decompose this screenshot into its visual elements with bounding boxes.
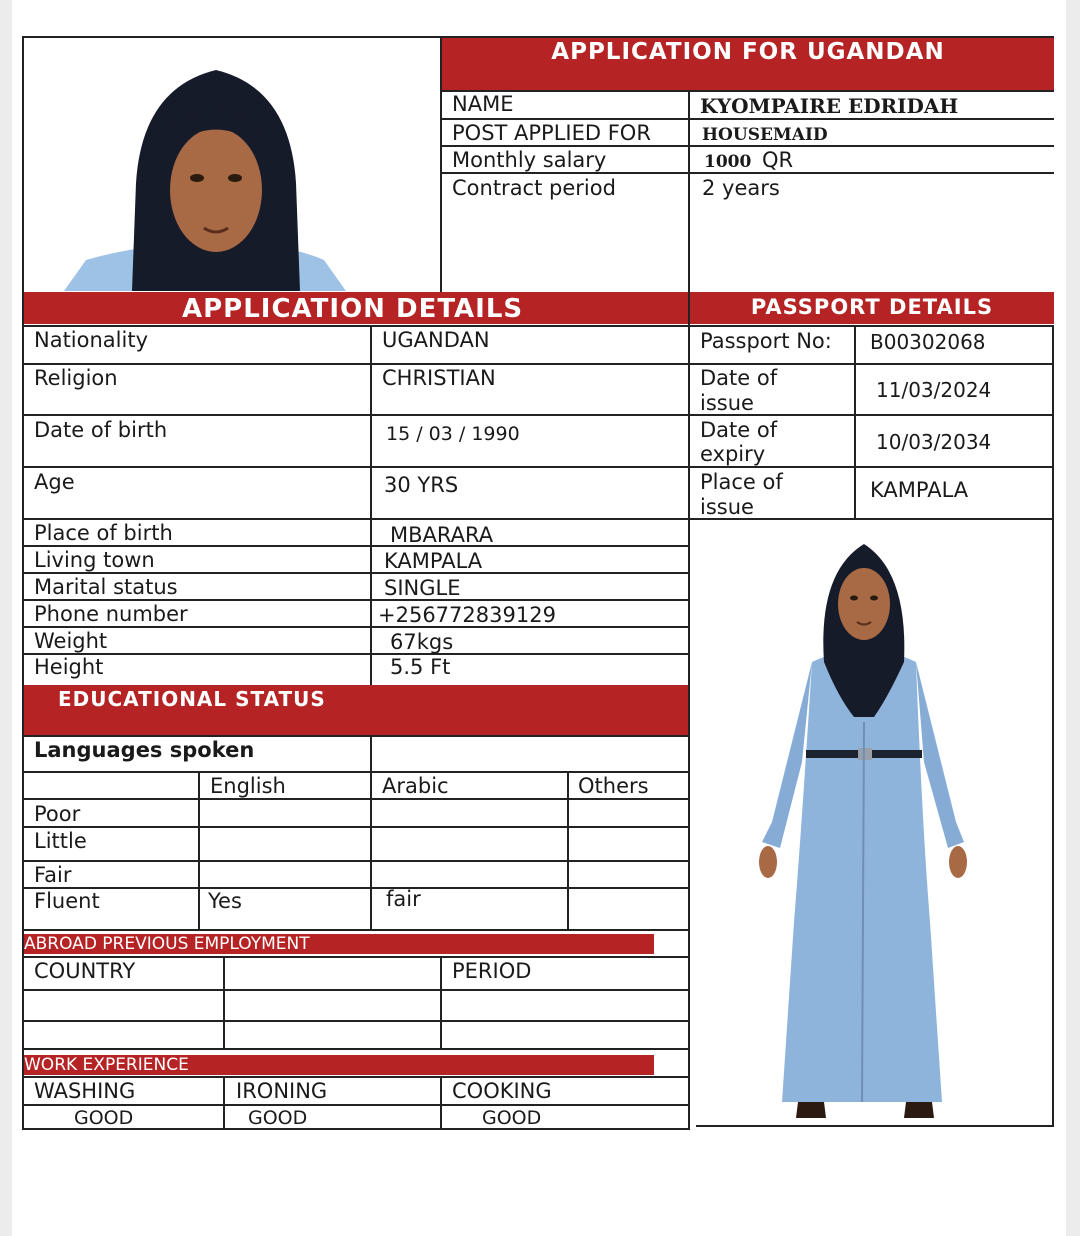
salary-label: Monthly salary xyxy=(452,148,607,172)
lang-col-others: Others xyxy=(578,774,649,798)
portrait-photo xyxy=(24,38,440,291)
issue-date-label-2: issue xyxy=(700,391,754,415)
header-title: APPLICATION FOR UGANDAN xyxy=(551,39,945,65)
age-label: Age xyxy=(34,470,75,494)
living-town-value: KAMPALA xyxy=(384,549,483,573)
employment-col-period: PERIOD xyxy=(452,959,532,983)
skill-washing-name: WASHING xyxy=(34,1079,136,1103)
weight-label: Weight xyxy=(34,629,108,653)
lang-level-fluent: Fluent xyxy=(34,889,100,913)
birthplace-value: MBARARA xyxy=(390,523,494,547)
place-of-issue-label-1: Place of xyxy=(700,470,783,494)
lang-col-english: English xyxy=(210,774,286,798)
salary-currency: QR xyxy=(762,148,794,172)
full-body-photo xyxy=(702,522,1050,1124)
english-fluent-value: Yes xyxy=(208,889,242,913)
education-title: EDUCATIONAL STATUS xyxy=(58,687,326,711)
arabic-fluent-value: fair xyxy=(386,887,421,911)
application-sheet xyxy=(12,0,1066,1236)
height-value: 5.5 Ft xyxy=(390,655,451,679)
age-value: 30 YRS xyxy=(384,473,459,497)
lang-level-fair: Fair xyxy=(34,863,72,887)
lang-col-arabic: Arabic xyxy=(382,774,449,798)
expiry-date-value: 10/03/2034 xyxy=(876,430,992,454)
living-town-label: Living town xyxy=(34,548,155,572)
marital-label: Marital status xyxy=(34,575,178,599)
name-label: NAME xyxy=(452,92,514,116)
religion-value: CHRISTIAN xyxy=(382,366,496,390)
skill-cooking-level: GOOD xyxy=(482,1107,542,1129)
expiry-date-label-2: expiry xyxy=(700,442,766,466)
religion-label: Religion xyxy=(34,366,118,390)
passport-no-value: B00302068 xyxy=(870,330,986,354)
nationality-label: Nationality xyxy=(34,328,149,352)
weight-value: 67kgs xyxy=(390,630,454,654)
passport-title: PASSPORT DETAILS xyxy=(750,295,994,319)
height-label: Height xyxy=(34,655,104,679)
lang-level-little: Little xyxy=(34,829,87,853)
post-label: POST APPLIED FOR xyxy=(452,121,651,145)
passport-no-label: Passport No: xyxy=(700,329,832,353)
phone-value: +256772839129 xyxy=(378,603,556,627)
salary-amount: 1000 xyxy=(704,152,752,172)
marital-value: SINGLE xyxy=(384,576,461,600)
employment-title: ABROAD PREVIOUS EMPLOYMENT xyxy=(24,934,310,954)
skill-washing-level: GOOD xyxy=(74,1107,134,1129)
application-details-title: APPLICATION DETAILS xyxy=(182,294,524,324)
issue-date-value: 11/03/2024 xyxy=(876,378,992,402)
contract-value: 2 years xyxy=(702,176,780,200)
post-value: HOUSEMAID xyxy=(702,125,828,145)
issue-date-label-1: Date of xyxy=(700,366,778,390)
skill-ironing-level: GOOD xyxy=(248,1107,308,1129)
place-of-issue-value: KAMPALA xyxy=(870,478,969,502)
dob-label: Date of birth xyxy=(34,418,168,442)
expiry-date-label-1: Date of xyxy=(700,418,778,442)
employment-col-country: COUNTRY xyxy=(34,959,136,983)
birthplace-label: Place of birth xyxy=(34,521,173,545)
name-value: KYOMPAIRE EDRIDAH xyxy=(700,94,959,118)
nationality-value: UGANDAN xyxy=(382,328,490,352)
work-title: WORK EXPERIENCE xyxy=(24,1055,189,1075)
lang-level-poor: Poor xyxy=(34,802,81,826)
dob-value: 15 / 03 / 1990 xyxy=(386,423,520,445)
skill-cooking-name: COOKING xyxy=(452,1079,552,1103)
phone-label: Phone number xyxy=(34,602,188,626)
skill-ironing-name: IRONING xyxy=(236,1079,328,1103)
contract-label: Contract period xyxy=(452,176,616,200)
place-of-issue-label-2: issue xyxy=(700,495,754,519)
languages-title: Languages spoken xyxy=(34,738,255,762)
